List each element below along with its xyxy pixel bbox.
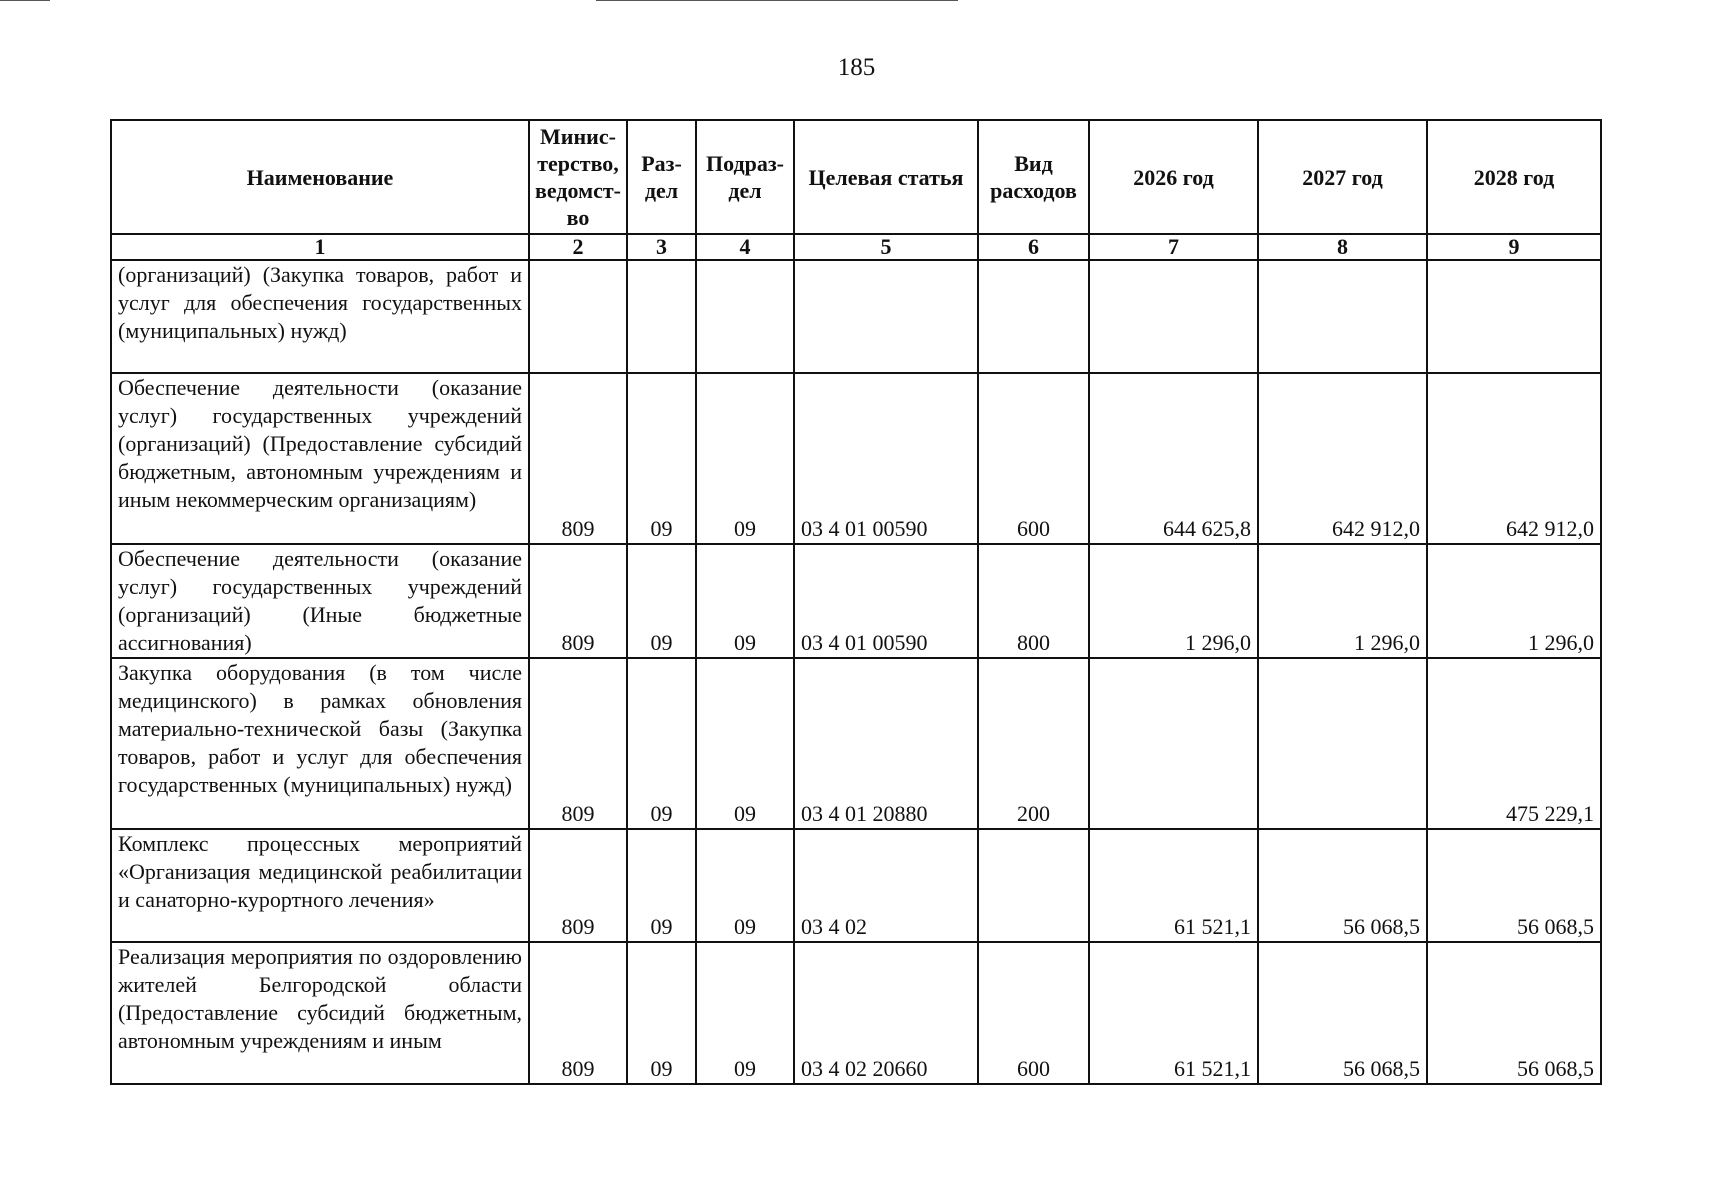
row-subsection bbox=[696, 260, 794, 373]
row-ministry: 809 bbox=[529, 658, 627, 829]
row-expense-type: 800 bbox=[978, 544, 1089, 658]
row-amount-2027 bbox=[1258, 658, 1427, 829]
row-name: Реализация мероприятия по оздоровлению жителей Белгородской области (Предоставление субсидий бюджетным, автономным учреждениям и иным bbox=[111, 942, 529, 1084]
row-name: Комплекс процессных мероприятий «Организация медицинской реабилитации и санаторно-курортного лечения» bbox=[111, 829, 529, 942]
header-year-2027: 2027 год bbox=[1258, 120, 1427, 234]
column-number: 8 bbox=[1258, 234, 1427, 260]
header-year-2026: 2026 год bbox=[1089, 120, 1258, 234]
column-number: 5 bbox=[794, 234, 978, 260]
row-section bbox=[627, 260, 696, 373]
row-target-article: 03 4 01 20880 bbox=[794, 658, 978, 829]
row-subsection: 09 bbox=[696, 658, 794, 829]
row-amount-2026 bbox=[1089, 658, 1258, 829]
row-ministry: 809 bbox=[529, 942, 627, 1084]
header-name: Наименование bbox=[111, 120, 529, 234]
row-expense-type: 200 bbox=[978, 658, 1089, 829]
row-section: 09 bbox=[627, 544, 696, 658]
row-section: 09 bbox=[627, 373, 696, 544]
row-name: Обеспечение деятельности (оказание услуг) государственных учреждений (организаций) (Иные бюджетные ассигнования) bbox=[111, 544, 529, 658]
row-amount-2028 bbox=[1427, 260, 1601, 373]
row-amount-2026: 61 521,1 bbox=[1089, 829, 1258, 942]
column-number: 6 bbox=[978, 234, 1089, 260]
row-amount-2028: 642 912,0 bbox=[1427, 373, 1601, 544]
row-subsection: 09 bbox=[696, 829, 794, 942]
header-subsection: Подраз-дел bbox=[696, 120, 794, 234]
scan-artifact-line-left bbox=[0, 0, 50, 1]
row-amount-2027 bbox=[1258, 260, 1427, 373]
row-expense-type: 600 bbox=[978, 942, 1089, 1084]
row-amount-2027: 642 912,0 bbox=[1258, 373, 1427, 544]
row-amount-2028: 56 068,5 bbox=[1427, 829, 1601, 942]
table-row bbox=[111, 829, 1601, 942]
header-target-article: Целевая статья bbox=[794, 120, 978, 234]
table-row bbox=[111, 373, 1601, 544]
table-row bbox=[111, 942, 1601, 1084]
row-amount-2026: 1 296,0 bbox=[1089, 544, 1258, 658]
row-amount-2028: 56 068,5 bbox=[1427, 942, 1601, 1084]
header-expense-type: Вид расходов bbox=[978, 120, 1089, 234]
row-subsection: 09 bbox=[696, 942, 794, 1084]
row-section: 09 bbox=[627, 829, 696, 942]
row-expense-type bbox=[978, 260, 1089, 373]
column-number: 1 bbox=[111, 234, 529, 260]
header-ministry-text: Минис-терство, ведомст-во bbox=[535, 124, 621, 230]
row-amount-2028: 1 296,0 bbox=[1427, 544, 1601, 658]
row-target-article: 03 4 01 00590 bbox=[794, 373, 978, 544]
row-subsection: 09 bbox=[696, 373, 794, 544]
row-name: Закупка оборудования (в том числе медицинского) в рамках обновления материально-технической базы (Закупка товаров, работ и услуг для обеспечения государственных (муниципальных) нужд) bbox=[111, 658, 529, 829]
row-ministry: 809 bbox=[529, 829, 627, 942]
row-amount-2027: 1 296,0 bbox=[1258, 544, 1427, 658]
row-ministry bbox=[529, 260, 627, 373]
column-number: 2 bbox=[529, 234, 627, 260]
row-amount-2026 bbox=[1089, 260, 1258, 373]
column-number-row bbox=[111, 234, 1601, 260]
row-amount-2028: 475 229,1 bbox=[1427, 658, 1601, 829]
row-section: 09 bbox=[627, 942, 696, 1084]
row-target-article: 03 4 02 20660 bbox=[794, 942, 978, 1084]
row-ministry: 809 bbox=[529, 544, 627, 658]
table-row bbox=[111, 544, 1601, 658]
column-number: 7 bbox=[1089, 234, 1258, 260]
row-target-article bbox=[794, 260, 978, 373]
column-number: 4 bbox=[696, 234, 794, 260]
header-ministry bbox=[529, 120, 627, 234]
header-section: Раз-дел bbox=[627, 120, 696, 234]
page-number: 185 bbox=[837, 54, 876, 81]
table-row bbox=[111, 260, 1601, 373]
row-name: (организаций) (Закупка товаров, работ и услуг для обеспечения государственных (муниципальных) нужд) bbox=[111, 260, 529, 373]
table-row bbox=[111, 658, 1601, 829]
row-section: 09 bbox=[627, 658, 696, 829]
row-expense-type: 600 bbox=[978, 373, 1089, 544]
row-name: Обеспечение деятельности (оказание услуг) государственных учреждений (организаций) (Предоставление субсидий бюджетным, автономным учреждениям и иным некоммерческим организациям) bbox=[111, 373, 529, 544]
row-ministry: 809 bbox=[529, 373, 627, 544]
row-amount-2027: 56 068,5 bbox=[1258, 942, 1427, 1084]
row-amount-2027: 56 068,5 bbox=[1258, 829, 1427, 942]
budget-table bbox=[110, 119, 1602, 1085]
row-subsection: 09 bbox=[696, 544, 794, 658]
column-number: 9 bbox=[1427, 234, 1601, 260]
column-number: 3 bbox=[627, 234, 696, 260]
row-amount-2026: 644 625,8 bbox=[1089, 373, 1258, 544]
row-target-article: 03 4 02 bbox=[794, 829, 978, 942]
scan-artifact-line-center bbox=[596, 0, 958, 1]
row-amount-2026: 61 521,1 bbox=[1089, 942, 1258, 1084]
header-row bbox=[111, 120, 1601, 234]
row-target-article: 03 4 01 00590 bbox=[794, 544, 978, 658]
row-expense-type bbox=[978, 829, 1089, 942]
header-year-2028: 2028 год bbox=[1427, 120, 1601, 234]
